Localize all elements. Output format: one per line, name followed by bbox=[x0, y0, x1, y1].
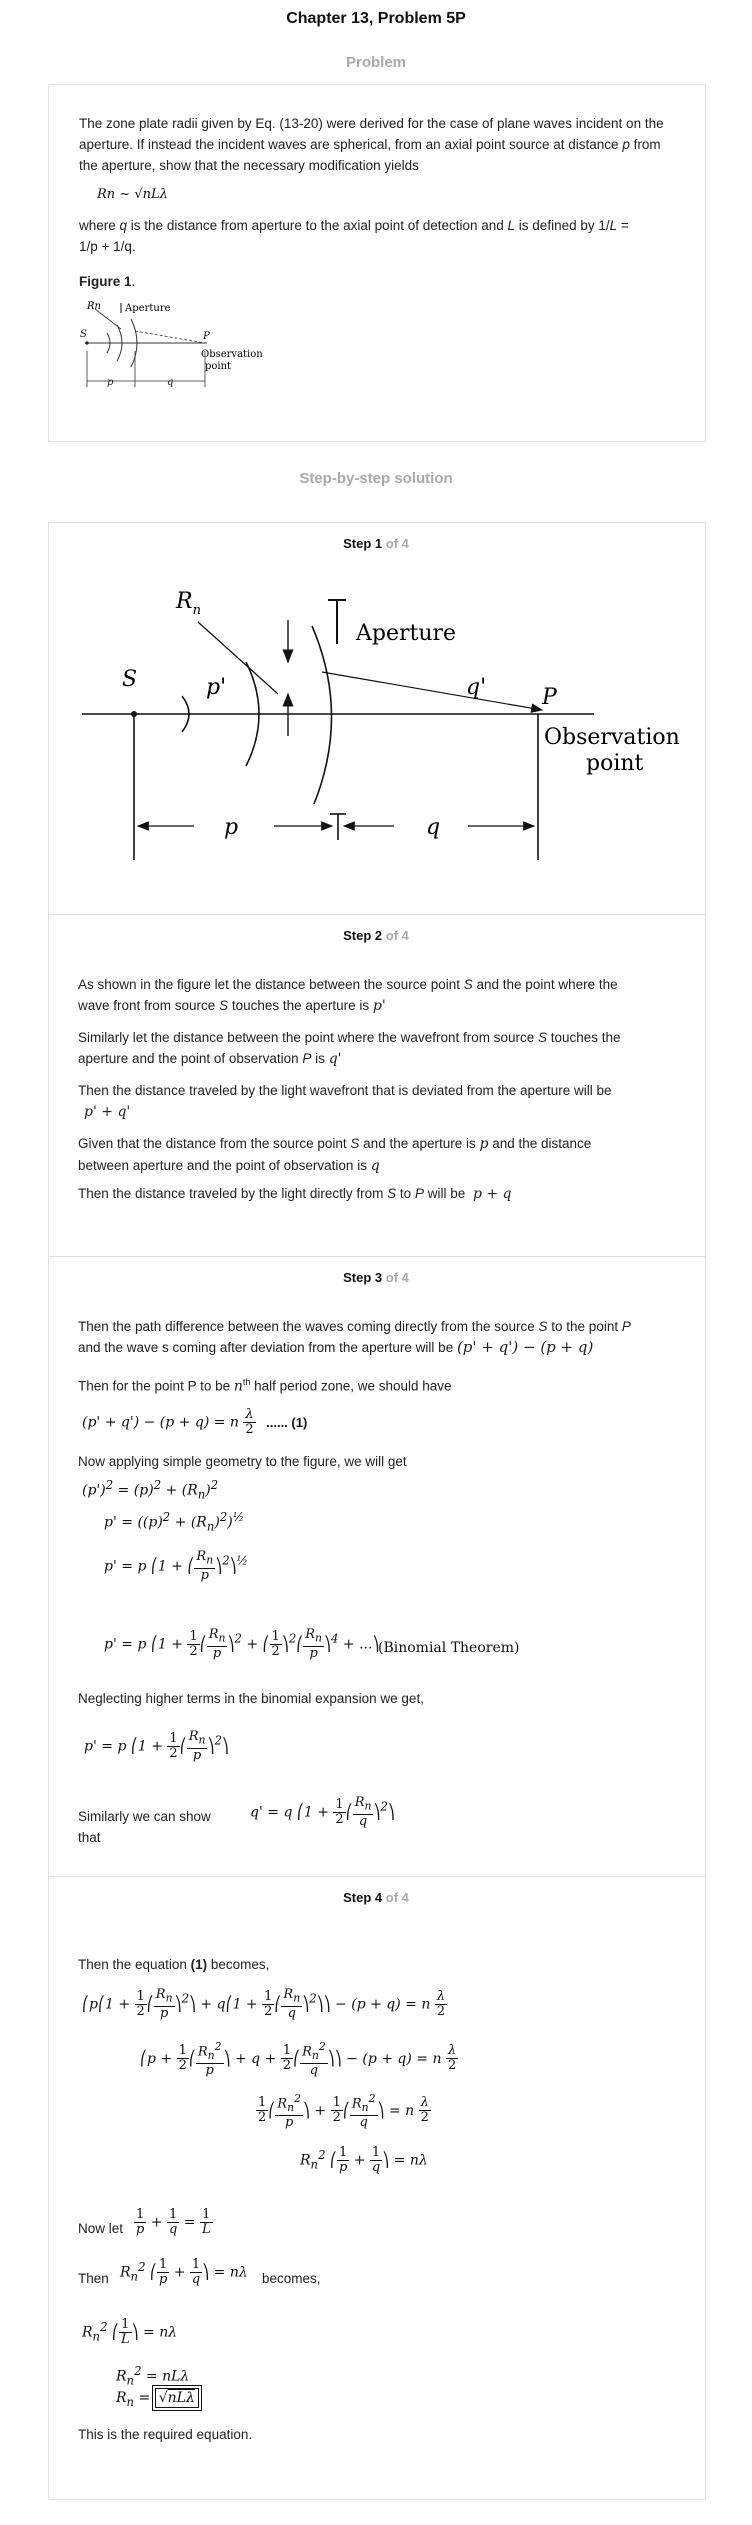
diagram-aperture-label: Aperture bbox=[356, 621, 457, 646]
s4-l1c: becomes, bbox=[207, 1957, 270, 1972]
step2-heading bbox=[0, 928, 752, 943]
fig-rn-label: Rn bbox=[87, 301, 101, 312]
diagram-qprime-label: q' bbox=[466, 675, 487, 700]
s3-approx-p: p' = p ⎛1 + $\frac{1}{2}$ ⎛ $\frac{R_n}{p}$ ⎞$^2$⎞ bbox=[84, 1729, 229, 1763]
step1-label: Step 1 bbox=[343, 536, 383, 551]
s3-l1a: Then the path difference between the waves coming directly from the source bbox=[78, 1319, 539, 1334]
problem-text bbox=[79, 113, 679, 176]
fig-obs1: Observation bbox=[201, 349, 263, 360]
s3-l3b: half period zone, we should have bbox=[250, 1378, 452, 1394]
s2l4-math-p: p bbox=[479, 1136, 489, 1152]
diagram-p-point-label: P bbox=[542, 685, 557, 710]
s2l5-b: S bbox=[387, 1186, 397, 1201]
where-L: L bbox=[507, 218, 516, 233]
step1-diagram bbox=[76, 578, 686, 878]
s4-then-eq: $R_n^2$ ⎛ $\frac{1}{p}$ + $\frac{1}{q}$ ⎞ = nλ bbox=[120, 2257, 248, 2287]
step3-heading bbox=[0, 1270, 752, 1285]
diagram-ray-to-p bbox=[322, 672, 542, 710]
diagram-wave-3 bbox=[312, 626, 332, 804]
s3-approx-q: q' = q ⎛1 + $\frac{1}{2}$ ⎛ $\frac{R_n}{q}$ ⎞$^2$⎞ bbox=[250, 1795, 395, 1829]
diagram-obs1: Observation bbox=[544, 725, 680, 750]
s2l5-f: will be bbox=[423, 1186, 469, 1201]
s3-l1d: P bbox=[621, 1319, 631, 1334]
s2l4-b: S bbox=[350, 1136, 360, 1151]
fig-dashed-ray bbox=[135, 331, 205, 343]
s3-l3n: n bbox=[233, 1378, 243, 1395]
step3-of: of 4 bbox=[385, 1270, 409, 1285]
s2l4-math-q: q bbox=[370, 1158, 380, 1174]
step1-heading bbox=[0, 536, 752, 551]
s2l5-a: Then the distance traveled by the light directly from bbox=[78, 1186, 388, 1201]
fig-p-dim-label: p bbox=[107, 377, 114, 388]
s3-eq1-tag: ...... (1) bbox=[266, 1414, 308, 1430]
s4-final-2: $R_n^2 = nL\lambda$ bbox=[116, 2364, 190, 2388]
s4-final-1: $R_n^2$ ⎛ $\frac{1}{L}$ ⎞ = nλ bbox=[82, 2317, 178, 2347]
step2-line-3 bbox=[78, 1080, 678, 1123]
diagram-pprime-label: p' bbox=[206, 675, 227, 700]
problem-intro-rest: from the aperture, show that the necessary modification yields bbox=[79, 137, 661, 173]
step-divider-3 bbox=[48, 1876, 706, 1877]
s2l2-d: aperture and the point of observation bbox=[78, 1051, 303, 1066]
s2l5-math: p + q bbox=[472, 1186, 512, 1202]
solution-heading: Step-by-step solution bbox=[299, 470, 453, 487]
s2l4-c2: and the distance bbox=[488, 1136, 592, 1151]
s3-eq1: (p' + q') − (p + q) = n $\frac{\lambda}{2}$ ...... (1) bbox=[82, 1407, 308, 1437]
s3-l3th: th bbox=[242, 1377, 251, 1387]
problem-card bbox=[48, 84, 706, 442]
s3-eq1-frac: $\frac{\lambda}{2}$ bbox=[245, 1407, 254, 1437]
fig-aperture-label: Aperture bbox=[125, 303, 171, 314]
where-q: q bbox=[119, 218, 128, 233]
figure-period: . bbox=[131, 274, 136, 289]
fig-q-dim-label: q bbox=[167, 377, 174, 388]
step2-line-1 bbox=[78, 974, 678, 1017]
step4-line-3a: Then bbox=[78, 2271, 109, 2286]
s2l1-f: touches the aperture is bbox=[228, 998, 373, 1013]
step4-of: of 4 bbox=[385, 1890, 409, 1905]
problem-heading: Problem bbox=[345, 54, 406, 71]
step4-line-3b: becomes, bbox=[262, 2271, 321, 2286]
s2l4-d: between aperture and the point of observation is bbox=[78, 1158, 371, 1173]
step3-label: Step 3 bbox=[343, 1270, 383, 1285]
s2l1-b: S bbox=[463, 977, 473, 992]
s3-path-diff: (p' + q') − (p + q) bbox=[456, 1338, 594, 1356]
s2l1-e: S bbox=[219, 998, 229, 1013]
step3-line-1 bbox=[78, 1316, 678, 1358]
s3-geo-4: p' = p ⎛1 + $\frac{1}{2}$ ⎛ $\frac{R_n}{p}$ ⎞$^2$ + ⎛ $\frac{1}{2}$ ⎞$^2$⎛ $\frac{R_n}{p}$ ⎞$^4$ + ...⎞ bbox=[104, 1627, 380, 1661]
step3-line-3 bbox=[78, 1372, 678, 1398]
problem-formula bbox=[97, 187, 168, 202]
s3-binomial: (Binomial Theorem) bbox=[378, 1640, 520, 1656]
step3-line-6: Similarly we can show that bbox=[78, 1809, 211, 1845]
s3-l1c: to the point bbox=[547, 1319, 622, 1334]
s4-let: $\frac{1}{p}$ + $\frac{1}{q}$ = $\frac{1}{L}$ bbox=[136, 2207, 211, 2237]
s2l5-e: P bbox=[414, 1186, 424, 1201]
step2-of: of 4 bbox=[385, 928, 409, 943]
s2l2-a: Similarly let the distance between the point where the wavefront from source bbox=[78, 1030, 538, 1045]
s2l5-c: to bbox=[396, 1186, 415, 1201]
step2-line-4 bbox=[78, 1133, 678, 1177]
s2l3-a: Then the distance traveled by the light wavefront that is deviated from the aperture will be bbox=[78, 1083, 612, 1098]
s4-final-boxed: √nLλ bbox=[155, 2388, 199, 2408]
s2l2-f: is bbox=[311, 1051, 329, 1066]
fig-source-point bbox=[85, 341, 88, 344]
figure-label: Figure 1 bbox=[79, 274, 132, 289]
step3-line-5: Neglecting higher terms in the binomial expansion we get, bbox=[78, 1691, 424, 1706]
problem-intro: The zone plate radii given by Eq. (13-20) were derived for the case of plane waves incident on the aperture. If instead the incident waves are spherical, from an axial point source at distance bbox=[79, 116, 664, 152]
page-title: Chapter 13, Problem 5P bbox=[286, 10, 466, 27]
s3-l1b: S bbox=[538, 1319, 548, 1334]
s4-eq-c: $\frac{1}{2}$ ⎛ $\frac{R_n^2}{p}$ ⎞ + $\frac{1}{2}$ ⎛ $\frac{R_n^2}{q}$ ⎞ = n $\frac{\lambda}{2}$ bbox=[258, 2092, 429, 2130]
s3-geo-3: p' = p ⎛1 + ⎛ $\frac{R_n}{p}$ ⎞$^2$⎞$^{\frac{1}{2}}$ bbox=[104, 1549, 248, 1583]
s4-final-3: $R_n = √nL\lambda$ bbox=[116, 2390, 199, 2409]
problem-var-p: p bbox=[622, 137, 630, 152]
s2l1-c: and the point where the bbox=[472, 977, 618, 992]
s4-eq-a: ⎛p⎛1 + $\frac{1}{2}$ ⎛ $\frac{R_n}{p}$ ⎞$^2$⎞ + q⎛1 + $\frac{1}{2}$ ⎛ $\frac{R_n}{q}$ ⎞$^2$⎞⎞ − (p + q) = n $\frac{\lambda}{2}$ bbox=[82, 1987, 446, 2021]
s2l1-d: wave front from source bbox=[78, 998, 220, 1013]
s2l4-c: and the aperture is bbox=[359, 1136, 480, 1151]
s2l2-math: q' bbox=[328, 1051, 342, 1067]
where-line2: 1/p + 1/q. bbox=[79, 239, 136, 254]
s2l2-e: P bbox=[302, 1051, 312, 1066]
step4-label: Step 4 bbox=[343, 1890, 383, 1905]
problem-figure bbox=[77, 295, 317, 395]
s3-l2a: and the wave s coming after deviation from the aperture will be bbox=[78, 1340, 457, 1355]
s4-eq-d: $R_n^2$ ⎛ $\frac{1}{p}$ + $\frac{1}{q}$ ⎞ = nλ bbox=[300, 2145, 428, 2175]
diagram-q-dim-label: q bbox=[426, 815, 441, 840]
s2l4-a: Given that the distance from the source point bbox=[78, 1136, 351, 1151]
where-b: is the distance from aperture to the axial point of detection and bbox=[127, 218, 508, 233]
s3-geo-1: $(p')^2 = (p)^2 + (R_n)^2$ bbox=[82, 1478, 219, 1502]
problem-where bbox=[79, 215, 679, 257]
step3-line-4: Now applying simple geometry to the figure, we will get bbox=[78, 1454, 407, 1469]
s4-l1a: Then the equation bbox=[78, 1957, 191, 1972]
s3-l3a: Then for the point P to be bbox=[78, 1378, 234, 1394]
step-divider-2 bbox=[48, 1256, 706, 1257]
s4-l1b: (1) bbox=[190, 1957, 208, 1972]
s2l2-b: S bbox=[537, 1030, 547, 1045]
where-c: is defined by 1/ bbox=[515, 218, 610, 233]
s4-eq-b: ⎛p + $\frac{1}{2}$ ⎛ $\frac{R_n^2}{p}$ ⎞ + q + $\frac{1}{2}$ ⎛ $\frac{R_n^2}{q}$ ⎞⎞ − (p + q) = n $\frac{\lambda}{2}$ bbox=[140, 2040, 457, 2078]
s2l2-c: touches the bbox=[547, 1030, 621, 1045]
step4-line-4: This is the required equation. bbox=[78, 2427, 253, 2442]
fig-s-label: S bbox=[80, 329, 87, 340]
problem-formula-text: Rn ~ √nLλ bbox=[97, 187, 168, 202]
where-d: = bbox=[617, 218, 629, 233]
step2-label: Step 2 bbox=[343, 928, 383, 943]
step-divider-1 bbox=[48, 914, 706, 915]
s3-geo-2: $p' = ((p)^2 + (R_n)^2)^{\frac{1}{2}}$ bbox=[104, 1510, 245, 1534]
figure-caption bbox=[79, 271, 679, 292]
step1-of: of 4 bbox=[385, 536, 409, 551]
where-a: where bbox=[79, 218, 120, 233]
step4-line-2: Now let bbox=[78, 2221, 124, 2236]
diagram-rn-label: $R_n$ bbox=[176, 589, 201, 618]
fig-p-label: P bbox=[203, 331, 210, 342]
diagram-p-dim-label: p bbox=[224, 815, 239, 840]
step2-line-5 bbox=[78, 1183, 678, 1205]
step4-line-1 bbox=[78, 1954, 678, 1975]
diagram-obs2: point bbox=[586, 751, 644, 776]
fig-obs2: point bbox=[205, 361, 232, 372]
s2l1-math: p' bbox=[372, 998, 386, 1014]
step2-line-2 bbox=[78, 1027, 678, 1070]
s2l1-a: As shown in the figure let the distance between the source point bbox=[78, 977, 464, 992]
step4-heading bbox=[0, 1890, 752, 1905]
s2l3-math: p' + q' bbox=[84, 1104, 131, 1120]
diagram-s-label: S bbox=[122, 667, 138, 692]
where-L2: L bbox=[609, 218, 618, 233]
